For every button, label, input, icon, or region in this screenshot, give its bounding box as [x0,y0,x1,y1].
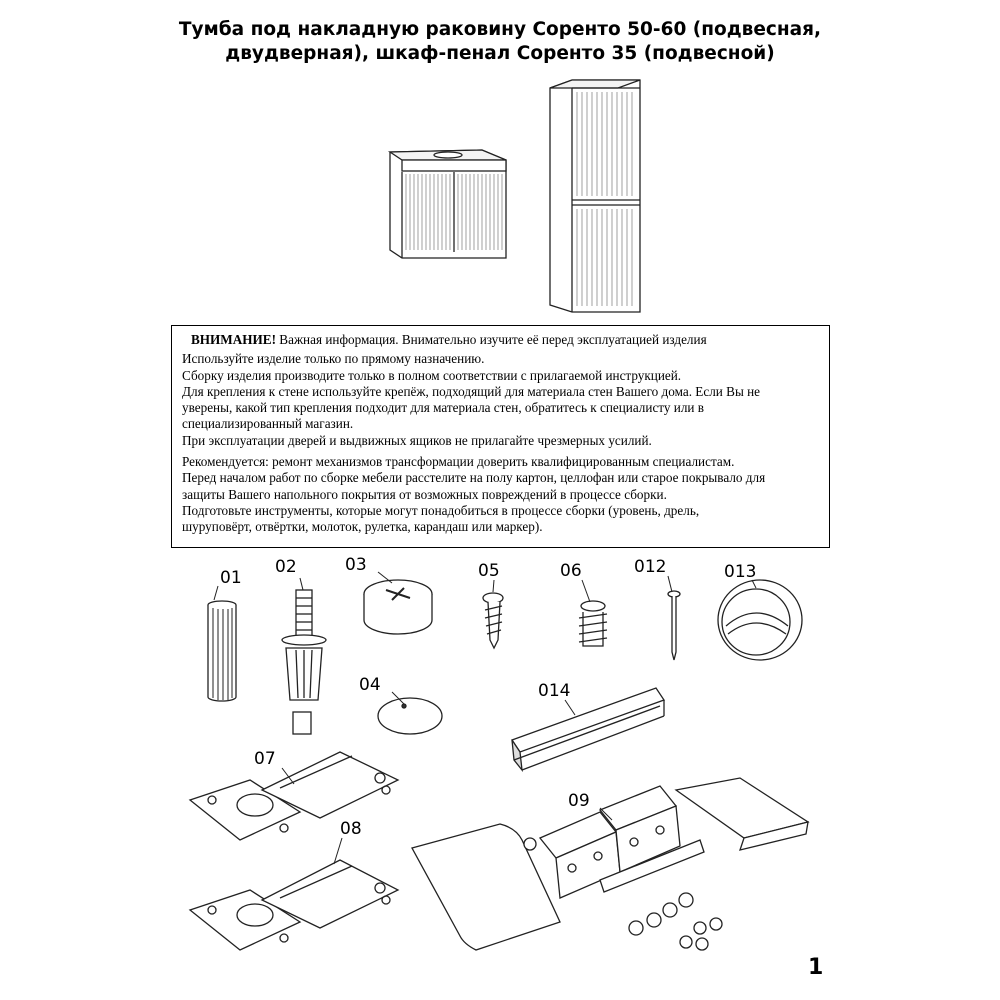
shelf-bracket [676,778,808,850]
part-01-dowel [208,601,236,701]
part-07-hinge [190,752,398,840]
notice-line: специализированный магазин. [182,416,354,432]
part-label-02: 02 [275,557,297,577]
vanity-cabinet-illustration [390,150,506,258]
part-label-01: 01 [220,568,242,588]
part-label-05: 05 [478,561,500,581]
notice-line: При эксплуатации дверей и выдвижных ящиков не прилагайте чрезмерных усилий. [182,432,652,448]
part-02-adjustable-leg [282,590,326,734]
part-012-nail [668,591,680,660]
part-08-hinge [190,860,398,950]
part-04-disc-cap [378,698,442,734]
page-number: 1 [808,955,824,980]
part-label-012: 012 [634,557,667,577]
part-06-euro-screw [579,601,607,646]
title-line-2: двудверная), шкаф-пенал Соренто 35 (подвесной) [225,43,775,64]
part-label-07: 07 [254,749,276,769]
part-05-screw [483,593,503,648]
notice-line: защиты Вашего напольного покрытия от возможных повреждений в процессе сборки. [182,486,667,502]
tall-cabinet-illustration [550,80,640,312]
part-013-round-handle [718,580,802,660]
notice-line: уверены, какой тип крепления подходит для материала стен, обратитесь к специалисту или в [182,400,704,416]
part-label-03: 03 [345,555,367,575]
notice-line: Подготовьте инструменты, которые могут понадобиться в процессе сборки (уровень, дрель, [182,502,700,518]
notice-heading [182,332,829,348]
part-label-013: 013 [724,562,757,582]
part-label-09: 09 [568,791,590,811]
notice-heading-text: Важная информация. Внимательно изучите её перед эксплуатацией изделия [276,332,707,347]
notice-line: Для крепления к стене используйте крепёж, подходящий для материала стен Вашего дома. Если Вы не [182,383,761,399]
notice-line: Рекомендуется: ремонт механизмов трансформации доверить квалифицированным специалистам. [182,454,735,470]
notice-heading-bold: ВНИМАНИЕ! [191,332,276,347]
part-label-08: 08 [340,819,362,839]
notice-line: Используйте изделие только по прямому назначению. [182,351,485,367]
title-line-1: Тумба под накладную раковину Соренто 50-60 (подвесная, [178,19,822,40]
notice-line: Сборку изделия производите только в полном соответствии с прилагаемой инструкцией. [182,367,682,383]
warning-notice-box [171,325,830,548]
part-03-cam-lock [364,580,432,634]
part-014-profile-rail [512,688,664,770]
part-label-04: 04 [359,675,381,695]
notice-line: Перед началом работ по сборке мебели расстелите на полу картон, целлофан или старое покрывало для [182,470,766,486]
sheet-panel [412,824,560,950]
part-label-014: 014 [538,681,571,701]
part-09-brackets [524,786,722,950]
part-label-06: 06 [560,561,582,581]
notice-line: шуруповёрт, отвёртки, молоток, рулетка, карандаш или маркер). [182,519,543,535]
